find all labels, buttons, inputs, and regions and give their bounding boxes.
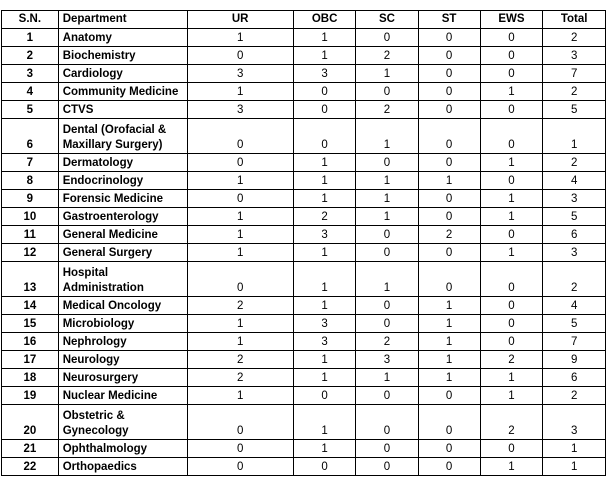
- cell-department: Neurology: [58, 351, 187, 369]
- cell-sc: 2: [356, 333, 418, 351]
- cell-total: 7: [543, 65, 606, 83]
- cell-sn: 9: [2, 190, 59, 208]
- cell-sn: 15: [2, 315, 59, 333]
- cell-ur: 0: [187, 262, 293, 297]
- cell-obc: 0: [293, 387, 356, 405]
- cell-sn: 13: [2, 262, 59, 297]
- cell-ews: 0: [480, 315, 543, 333]
- cell-obc: 0: [293, 83, 356, 101]
- cell-ews: 1: [480, 154, 543, 172]
- cell-sc: 1: [356, 190, 418, 208]
- cell-sn: 1: [2, 29, 59, 47]
- table-row: [2, 154, 606, 172]
- cell-sn: 14: [2, 297, 59, 315]
- header-sn: S.N.: [2, 11, 59, 29]
- cell-sc: 1: [356, 208, 418, 226]
- cell-sc: 3: [356, 351, 418, 369]
- cell-st: 0: [418, 65, 480, 83]
- cell-sn: 11: [2, 226, 59, 244]
- cell-st: 1: [418, 297, 480, 315]
- cell-st: 0: [418, 387, 480, 405]
- table-row: [2, 226, 606, 244]
- cell-obc: 1: [293, 47, 356, 65]
- cell-obc: 1: [293, 154, 356, 172]
- cell-department: Hospital Administration: [58, 262, 187, 297]
- cell-department: Endocrinology: [58, 172, 187, 190]
- cell-sc: 0: [356, 154, 418, 172]
- cell-st: 0: [418, 458, 480, 476]
- cell-sc: 0: [356, 297, 418, 315]
- header-total: Total: [543, 11, 606, 29]
- table-row: [2, 65, 606, 83]
- cell-total: 4: [543, 297, 606, 315]
- cell-department: Biochemistry: [58, 47, 187, 65]
- cell-obc: 1: [293, 297, 356, 315]
- cell-department: Forensic Medicine: [58, 190, 187, 208]
- table-row: [2, 369, 606, 387]
- cell-st: 0: [418, 440, 480, 458]
- cell-ur: 1: [187, 83, 293, 101]
- cell-sn: 6: [2, 119, 59, 154]
- cell-department: Medical Oncology: [58, 297, 187, 315]
- cell-obc: 3: [293, 226, 356, 244]
- cell-sn: 20: [2, 405, 59, 440]
- cell-sn: 22: [2, 458, 59, 476]
- cell-obc: 1: [293, 351, 356, 369]
- cell-total: 3: [543, 244, 606, 262]
- cell-sc: 2: [356, 47, 418, 65]
- cell-sc: 0: [356, 226, 418, 244]
- cell-ews: 2: [480, 405, 543, 440]
- cell-obc: 0: [293, 101, 356, 119]
- cell-total: 3: [543, 405, 606, 440]
- cell-sn: 16: [2, 333, 59, 351]
- cell-total: 7: [543, 333, 606, 351]
- cell-ur: 0: [187, 405, 293, 440]
- cell-ur: 2: [187, 369, 293, 387]
- cell-department: Ophthalmology: [58, 440, 187, 458]
- cell-sn: 8: [2, 172, 59, 190]
- cell-department: Orthopaedics: [58, 458, 187, 476]
- cell-ews: 1: [480, 387, 543, 405]
- cell-department: Obstetric & Gynecology: [58, 405, 187, 440]
- cell-ur: 3: [187, 65, 293, 83]
- cell-ews: 0: [480, 101, 543, 119]
- cell-ews: 0: [480, 333, 543, 351]
- table-row: [2, 190, 606, 208]
- cell-sc: 1: [356, 172, 418, 190]
- table-row: [2, 387, 606, 405]
- cell-sc: 0: [356, 405, 418, 440]
- table-row: [2, 333, 606, 351]
- table-row: [2, 405, 606, 440]
- cell-ews: 0: [480, 440, 543, 458]
- cell-total: 2: [543, 83, 606, 101]
- cell-total: 1: [543, 440, 606, 458]
- cell-sn: 2: [2, 47, 59, 65]
- cell-ews: 0: [480, 29, 543, 47]
- header-row: [2, 11, 606, 29]
- cell-ur: 0: [187, 458, 293, 476]
- cell-ur: 1: [187, 333, 293, 351]
- cell-obc: 1: [293, 262, 356, 297]
- table-row: [2, 458, 606, 476]
- cell-sn: 7: [2, 154, 59, 172]
- cell-sc: 1: [356, 369, 418, 387]
- table-row: [2, 297, 606, 315]
- header-sc: SC: [356, 11, 418, 29]
- cell-sn: 19: [2, 387, 59, 405]
- cell-ews: 0: [480, 119, 543, 154]
- cell-ur: 0: [187, 119, 293, 154]
- cell-sn: 12: [2, 244, 59, 262]
- cell-ews: 1: [480, 208, 543, 226]
- cell-ews: 0: [480, 47, 543, 65]
- table-row: [2, 208, 606, 226]
- cell-sc: 0: [356, 29, 418, 47]
- cell-st: 0: [418, 101, 480, 119]
- cell-ur: 0: [187, 154, 293, 172]
- cell-st: 0: [418, 190, 480, 208]
- table-row: [2, 29, 606, 47]
- cell-ews: 0: [480, 65, 543, 83]
- cell-sc: 0: [356, 315, 418, 333]
- cell-department: Community Medicine: [58, 83, 187, 101]
- header-st: ST: [418, 11, 480, 29]
- cell-ews: 1: [480, 369, 543, 387]
- header-ews: EWS: [480, 11, 543, 29]
- cell-department: Neurosurgery: [58, 369, 187, 387]
- cell-st: 0: [418, 208, 480, 226]
- cell-total: 3: [543, 47, 606, 65]
- cell-st: 1: [418, 315, 480, 333]
- cell-sc: 2: [356, 101, 418, 119]
- cell-st: 2: [418, 226, 480, 244]
- cell-department: Gastroenterology: [58, 208, 187, 226]
- cell-total: 4: [543, 172, 606, 190]
- cell-st: 0: [418, 154, 480, 172]
- cell-st: 0: [418, 83, 480, 101]
- cell-obc: 1: [293, 172, 356, 190]
- cell-department: General Surgery: [58, 244, 187, 262]
- table-row: [2, 83, 606, 101]
- cell-total: 2: [543, 29, 606, 47]
- table-row: [2, 351, 606, 369]
- cell-st: 1: [418, 351, 480, 369]
- cell-department: CTVS: [58, 101, 187, 119]
- cell-st: 1: [418, 172, 480, 190]
- cell-sc: 1: [356, 119, 418, 154]
- cell-obc: 1: [293, 29, 356, 47]
- cell-obc: 1: [293, 244, 356, 262]
- cell-sc: 0: [356, 387, 418, 405]
- cell-department: Anatomy: [58, 29, 187, 47]
- cell-ur: 1: [187, 315, 293, 333]
- table-row: [2, 119, 606, 154]
- table-row: [2, 262, 606, 297]
- table-row: [2, 101, 606, 119]
- cell-sn: 21: [2, 440, 59, 458]
- cell-st: 1: [418, 333, 480, 351]
- cell-ews: 0: [480, 226, 543, 244]
- cell-sc: 0: [356, 244, 418, 262]
- cell-ews: 0: [480, 172, 543, 190]
- cell-st: 0: [418, 29, 480, 47]
- header-obc: OBC: [293, 11, 356, 29]
- table-row: [2, 244, 606, 262]
- cell-ur: 0: [187, 47, 293, 65]
- cell-ur: 0: [187, 190, 293, 208]
- cell-ur: 1: [187, 244, 293, 262]
- cell-sn: 3: [2, 65, 59, 83]
- table-row: [2, 315, 606, 333]
- cell-department: Dental (Orofacial & Maxillary Surgery): [58, 119, 187, 154]
- cell-sn: 10: [2, 208, 59, 226]
- cell-st: 0: [418, 405, 480, 440]
- table-row: [2, 172, 606, 190]
- cell-department: Cardiology: [58, 65, 187, 83]
- cell-department: Microbiology: [58, 315, 187, 333]
- cell-ur: 1: [187, 226, 293, 244]
- cell-total: 5: [543, 101, 606, 119]
- cell-ews: 0: [480, 262, 543, 297]
- cell-ur: 2: [187, 297, 293, 315]
- cell-sc: 0: [356, 458, 418, 476]
- cell-total: 2: [543, 154, 606, 172]
- cell-ur: 3: [187, 101, 293, 119]
- cell-total: 5: [543, 315, 606, 333]
- cell-total: 2: [543, 262, 606, 297]
- cell-total: 6: [543, 226, 606, 244]
- cell-obc: 1: [293, 369, 356, 387]
- cell-ur: 1: [187, 29, 293, 47]
- cell-total: 3: [543, 190, 606, 208]
- cell-ews: 1: [480, 83, 543, 101]
- cell-ur: 1: [187, 387, 293, 405]
- department-vacancy-table: [1, 10, 606, 476]
- cell-sc: 1: [356, 262, 418, 297]
- cell-obc: 0: [293, 119, 356, 154]
- cell-total: 1: [543, 119, 606, 154]
- header-ur: UR: [187, 11, 293, 29]
- cell-sn: 4: [2, 83, 59, 101]
- table-row: [2, 440, 606, 458]
- cell-st: 1: [418, 369, 480, 387]
- cell-obc: 2: [293, 208, 356, 226]
- cell-total: 6: [543, 369, 606, 387]
- cell-ews: 2: [480, 351, 543, 369]
- cell-department: Dermatology: [58, 154, 187, 172]
- cell-sn: 17: [2, 351, 59, 369]
- cell-st: 0: [418, 119, 480, 154]
- cell-obc: 3: [293, 315, 356, 333]
- header-department: Department: [58, 11, 187, 29]
- cell-obc: 3: [293, 65, 356, 83]
- cell-department: General Medicine: [58, 226, 187, 244]
- cell-sc: 0: [356, 83, 418, 101]
- cell-ur: 1: [187, 172, 293, 190]
- cell-department: Nuclear Medicine: [58, 387, 187, 405]
- cell-total: 5: [543, 208, 606, 226]
- cell-obc: 1: [293, 440, 356, 458]
- cell-obc: 1: [293, 190, 356, 208]
- cell-ews: 1: [480, 458, 543, 476]
- cell-ews: 1: [480, 244, 543, 262]
- table-row: [2, 47, 606, 65]
- cell-ews: 1: [480, 190, 543, 208]
- cell-ur: 2: [187, 351, 293, 369]
- cell-obc: 0: [293, 458, 356, 476]
- cell-st: 0: [418, 47, 480, 65]
- cell-sn: 18: [2, 369, 59, 387]
- cell-obc: 3: [293, 333, 356, 351]
- cell-sn: 5: [2, 101, 59, 119]
- cell-st: 0: [418, 262, 480, 297]
- cell-sc: 1: [356, 65, 418, 83]
- cell-total: 1: [543, 458, 606, 476]
- cell-department: Nephrology: [58, 333, 187, 351]
- cell-ews: 0: [480, 297, 543, 315]
- cell-st: 0: [418, 244, 480, 262]
- cell-total: 2: [543, 387, 606, 405]
- cell-obc: 1: [293, 405, 356, 440]
- cell-ur: 0: [187, 440, 293, 458]
- cell-total: 9: [543, 351, 606, 369]
- cell-sc: 0: [356, 440, 418, 458]
- cell-ur: 1: [187, 208, 293, 226]
